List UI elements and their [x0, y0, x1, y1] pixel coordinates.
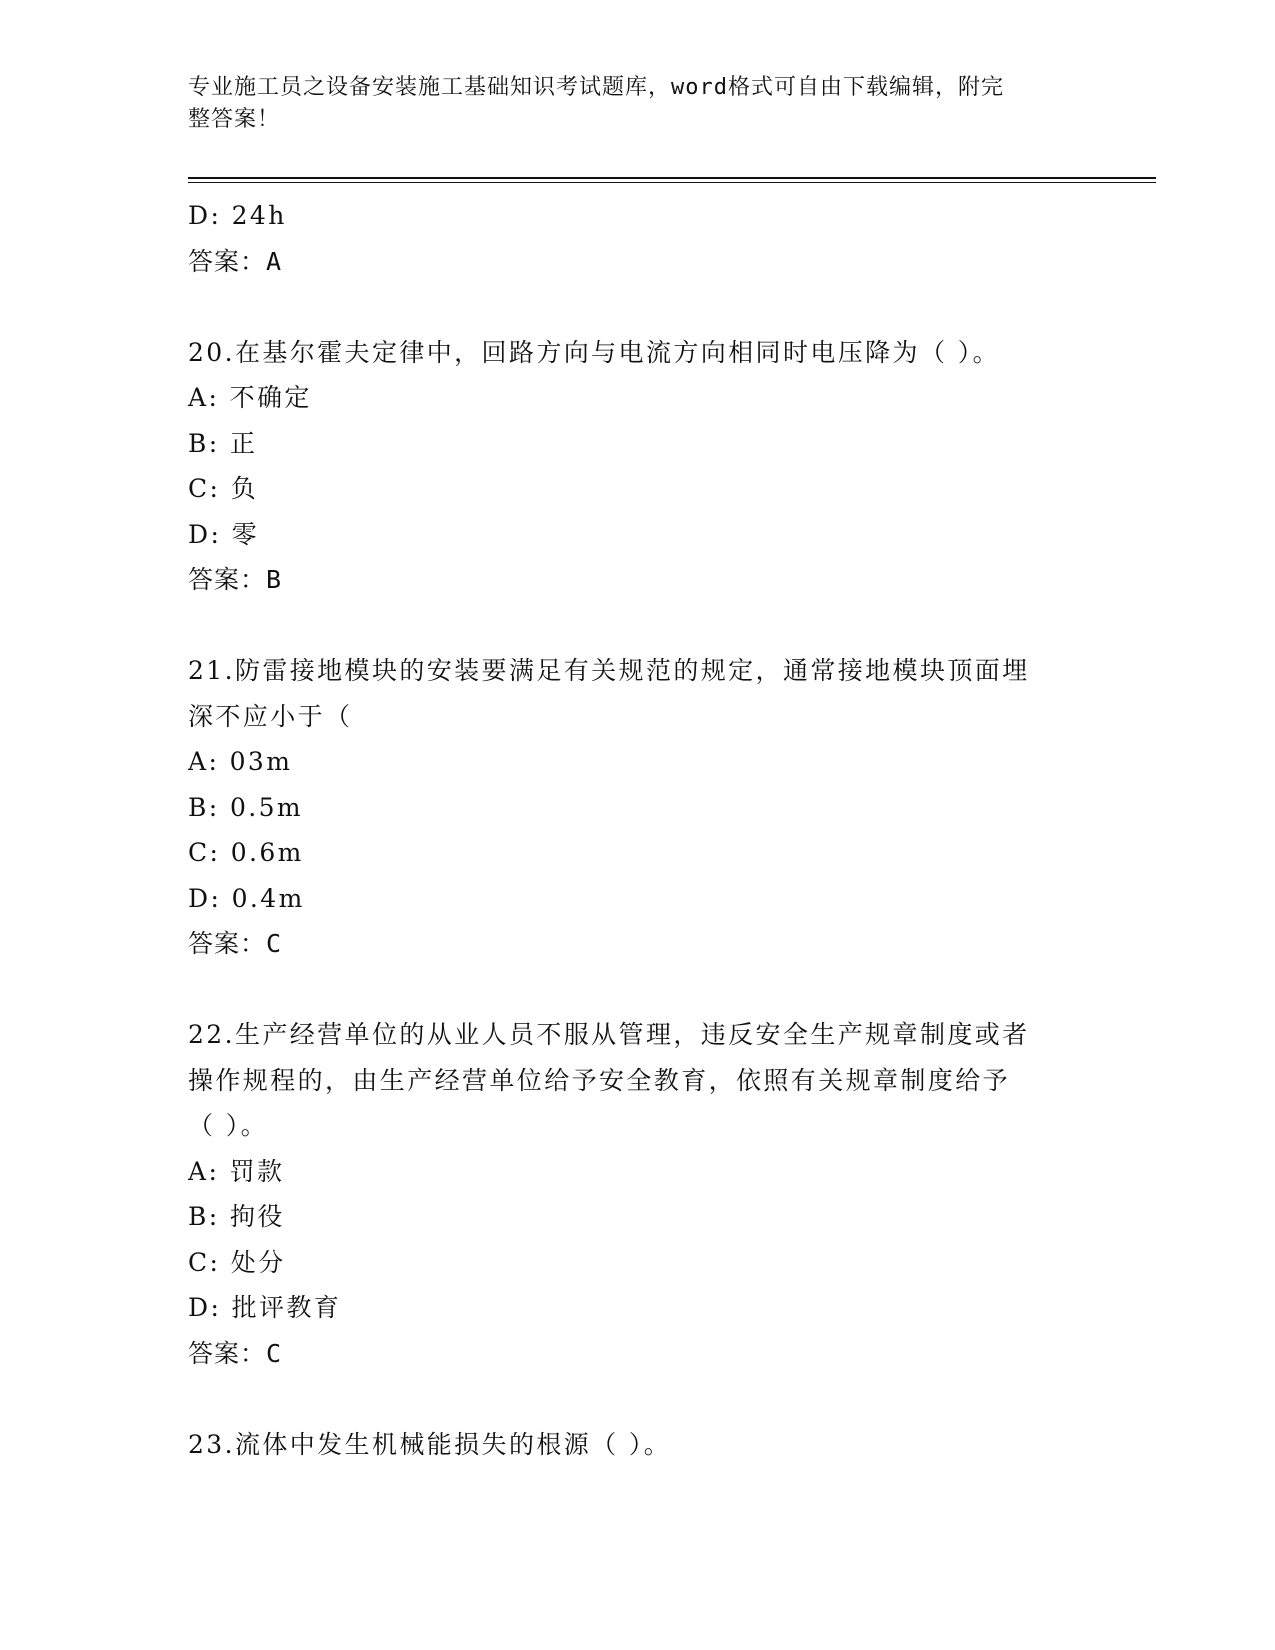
option-c: C: 负 — [188, 474, 259, 503]
option-a: A: 不确定 — [188, 383, 312, 412]
question-text-continued: （ ）。 — [188, 1111, 269, 1140]
option-d: D: 0.4m — [188, 883, 305, 913]
header-rule-thin — [188, 182, 1156, 183]
header-line-2: 整答案！ — [188, 107, 281, 132]
question-text-continued: 操作规程的，由生产经营单位给予安全教育，依照有关规章制度给予 — [188, 1065, 1011, 1095]
answer: 答案：A — [188, 246, 283, 276]
option-a: A: 03m — [188, 747, 293, 776]
header-line-1: 专业施工员之设备安装施工基础知识考试题库，word格式可自由下载编辑，附完 — [188, 75, 1004, 100]
question-block — [188, 1012, 1088, 1376]
option-d: D: 24h — [188, 201, 287, 230]
header-rule-thick — [188, 177, 1156, 179]
option-b: B: 拘役 — [188, 1202, 285, 1231]
question-text: 21.防雷接地模块的安装要满足有关规范的规定，通常接地模块顶面埋 — [188, 656, 1030, 685]
answer: 答案：C — [188, 1338, 283, 1368]
option-b: B: 正 — [188, 428, 258, 458]
question-block — [188, 1422, 1088, 1468]
option-c: C: 处分 — [188, 1247, 286, 1277]
question-block — [188, 330, 1088, 603]
option-a: A: 罚款 — [188, 1156, 285, 1186]
answer: 答案：B — [188, 565, 283, 594]
option-d: D: 零 — [188, 519, 260, 549]
option-c: C: 0.6m — [188, 838, 304, 867]
document-header — [188, 72, 1078, 136]
document-body — [188, 193, 1088, 1467]
question-text: 22.生产经营单位的从业人员不服从管理，违反安全生产规章制度或者 — [188, 1020, 1030, 1049]
question-text: 23.流体中发生机械能损失的根源（ ）。 — [188, 1429, 672, 1459]
question-text: 20.在基尔霍夫定律中，回路方向与电流方向相同时电压降为（ ）。 — [188, 337, 1001, 367]
option-b: B: 0.5m — [188, 792, 304, 822]
option-d: D: 批评教育 — [188, 1293, 342, 1322]
question-block — [188, 648, 1088, 967]
question-text-continued: 深不应小于（ — [188, 701, 353, 731]
answer: 答案：C — [188, 929, 283, 958]
